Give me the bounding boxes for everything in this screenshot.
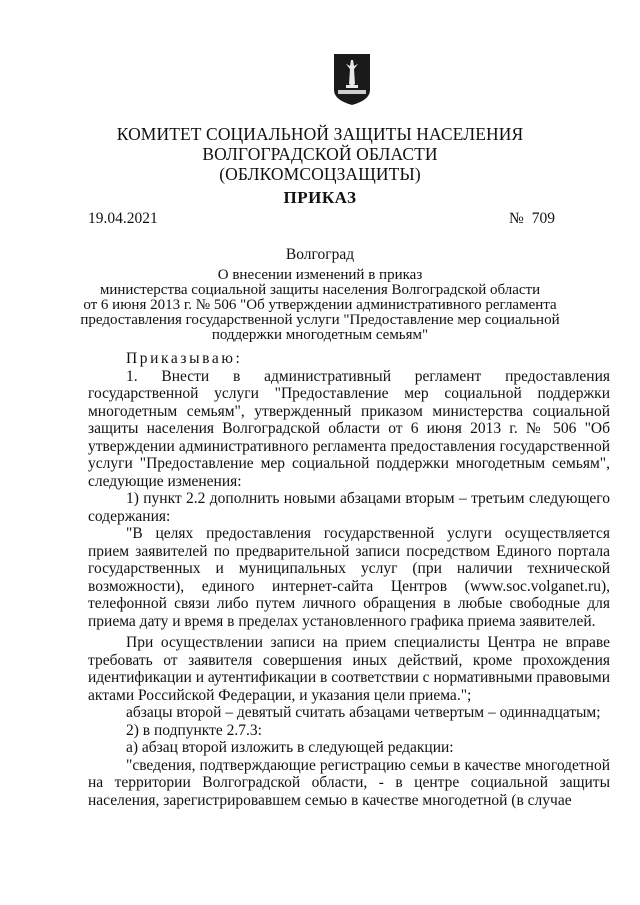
document-type-title: ПРИКАЗ: [283, 188, 357, 207]
paragraph: 1. Внести в административный регламент предоставления государственной услуги "Предоставление мер социальной поддержки многодетным семьям", утвержденный приказом министерства социальной защиты населения Волгоградской области от 6 июня 2013 г. № 506 "Об утверждении административного регламента предоставления государственной услуги "Предоставление мер социальной поддержки многодетным семьям", следующие изменения:: [88, 367, 610, 490]
document-subject: [60, 268, 580, 343]
subject-line: предоставления государственной услуги "Предоставление мер социальной: [80, 312, 560, 328]
paragraph: 1) пункт 2.2 дополнить новыми абзацами вторым – третьим следующего содержания:: [88, 490, 610, 525]
org-abbreviation: (ОБЛКОМСОЦЗАЩИТЫ): [219, 164, 421, 184]
document-date: 19.04.2021: [88, 210, 158, 227]
paragraph: "В целях предоставления государственной услуги осуществляется прием заявителей по предварительной записи посредством Единого портала государственных и муниципальных услуг (при наличии технической возможности), единого интернет-сайта Центров (www.soc.volganet.ru), телефонной связи либо путем личного обращения в любые свободные для приема дату и время в пределах установленного графика приема заявителей.: [88, 525, 610, 630]
document-city: Волгоград: [285, 246, 355, 263]
coat-of-arms-emblem: [332, 52, 372, 106]
document-number: [509, 210, 555, 228]
org-name-line-2: ВОЛГОГРАДСКОЙ ОБЛАСТИ: [202, 144, 438, 164]
paragraph: а) абзац второй изложить в следующей редакции:: [126, 739, 454, 756]
document-body: [88, 350, 610, 809]
paragraph: 2) в подпункте 2.7.3:: [126, 721, 262, 739]
subject-line: министерства социальной защиты населения Волгоградской области: [99, 282, 541, 298]
paragraph: "сведения, подтверждающие регистрацию семьи в качестве многодетной на территории Волгоградской области, - в центре социальной защиты населения, зарегистрировавшем семью в качестве многодетной (в случае: [88, 756, 610, 809]
paragraph: абзацы второй – девятый считать абзацами четвертым – одиннадцатым;: [126, 704, 601, 721]
subject-line: от 6 июня 2013 г. № 506 "Об утверждении административного регламента: [83, 297, 557, 313]
subject-line: поддержки многодетным семьям": [211, 327, 429, 343]
org-name-line-1: КОМИТЕТ СОЦИАЛЬНОЙ ЗАЩИТЫ НАСЕЛЕНИЯ: [116, 124, 524, 144]
order-word: Приказываю:: [126, 350, 243, 367]
number-value: 709: [531, 210, 556, 227]
paragraph: При осуществлении записи на прием специалисты Центра не вправе требовать от заявителя совершения иных действий, кроме прохождения идентификации и аутентификации в соответствии с нормативными правовыми актами Российской Федерации, и указания цели приема.";: [88, 634, 610, 704]
subject-line: О внесении изменений в приказ: [217, 267, 423, 283]
number-sign: №: [509, 210, 524, 227]
